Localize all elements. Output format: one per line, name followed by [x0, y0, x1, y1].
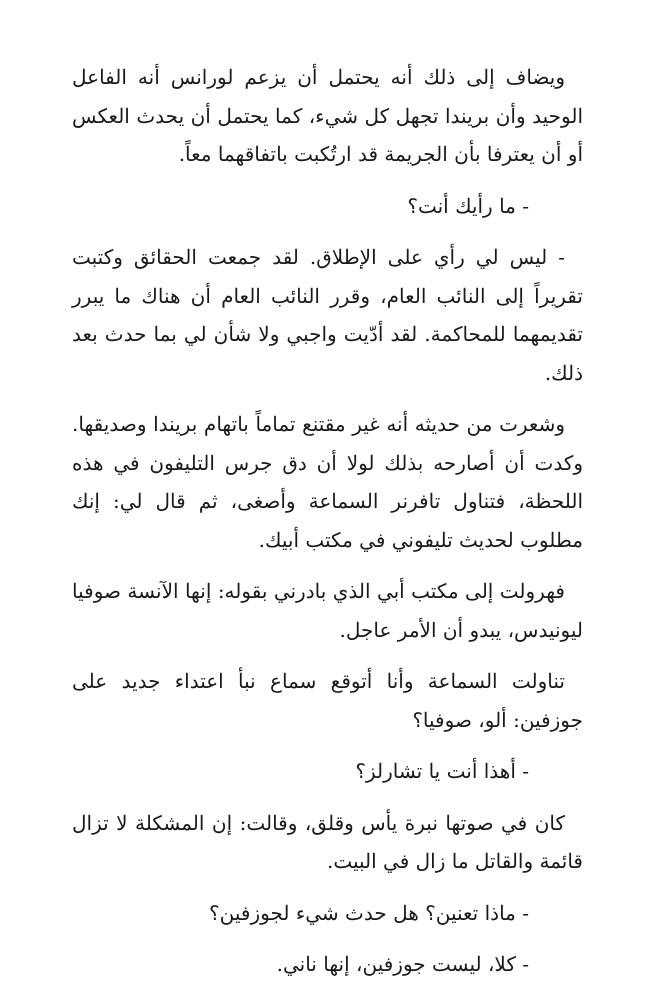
book-page [72, 58, 583, 980]
paragraph: تناولت السماعة وأنا أتوقع سماع نبأ اعتداء جديد على جوزفين: ألو، صوفيا؟ [72, 669, 583, 732]
paragraph: فهرولت إلى مكتب أبي الذي بادرني بقوله: إنها الآنسة صوفيا ليونيدس، يبدو أن الأمر عاجل. [72, 579, 583, 642]
dialogue-line: - كلا، ليست جوزفين، إنها ناني. [276, 952, 529, 976]
paragraph: كان في صوتها نبرة يأس وقلق، وقالت: إن المشكلة لا تزال قائمة والقاتل ما زال في البيت. [72, 810, 583, 873]
dialogue-line: - ما رأيك أنت؟ [407, 193, 529, 218]
dialogue-paragraph: - ليس لي رأي على الإطلاق. لقد جمعت الحقائق وكتبت تقريراً إلى النائب العام، وقرر النائب العام أن هناك ما يبرر تقديمهما للمحاكمة. لقد أدّيت واجبي ولا شأن لي بما حدث بعد ذلك. [72, 245, 583, 385]
paragraph: وشعرت من حديثه أنه غير مقتنع تماماً باتهام بريندا وصديقها. وكدت أن أصارحه بذلك لولا أن دق جرس التليفون في هذه اللحظة، فتناول تافرنر السماعة وأصغى، ثم قال لي: إنك مطلوب لحديث تليفوني في مكتب أبيك. [72, 412, 583, 552]
dialogue-line: - أهذا أنت يا تشارلز؟ [355, 759, 529, 783]
paragraph: ويضاف إلى ذلك أنه يحتمل أن يزعم لورانس أنه الفاعل الوحيد وأن بريندا تجهل كل شيء، كما يحتمل أن يحدث العكس أو أن يعترفا بأن الجريمة قد ارتُكبت باتفاقهما معاً. [72, 65, 583, 166]
dialogue-line: - ماذا تعنين؟ هل حدث شيء لجوزفين؟ [209, 900, 529, 925]
